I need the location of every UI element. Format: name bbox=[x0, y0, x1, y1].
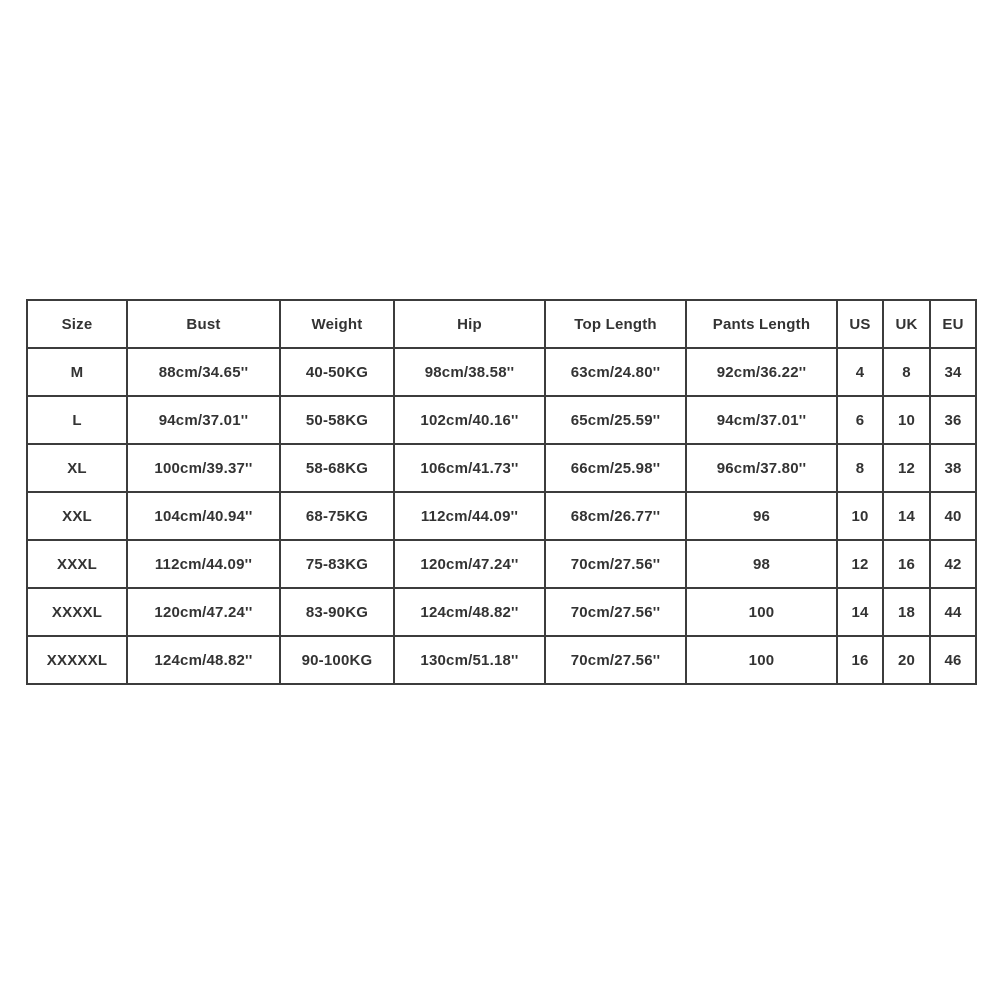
cell-pants-length: 98 bbox=[686, 540, 837, 588]
cell-size: L bbox=[27, 396, 127, 444]
cell-top-length: 68cm/26.77'' bbox=[545, 492, 686, 540]
cell-uk: 20 bbox=[883, 636, 930, 684]
cell-hip: 124cm/48.82'' bbox=[394, 588, 545, 636]
column-header-us: US bbox=[837, 300, 883, 348]
cell-top-length: 70cm/27.56'' bbox=[545, 636, 686, 684]
cell-bust: 94cm/37.01'' bbox=[127, 396, 280, 444]
cell-top-length: 66cm/25.98'' bbox=[545, 444, 686, 492]
cell-us: 4 bbox=[837, 348, 883, 396]
cell-size: M bbox=[27, 348, 127, 396]
cell-weight: 75-83KG bbox=[280, 540, 394, 588]
cell-uk: 12 bbox=[883, 444, 930, 492]
cell-us: 10 bbox=[837, 492, 883, 540]
cell-eu: 42 bbox=[930, 540, 976, 588]
column-header-pants-length: Pants Length bbox=[686, 300, 837, 348]
cell-eu: 44 bbox=[930, 588, 976, 636]
cell-hip: 102cm/40.16'' bbox=[394, 396, 545, 444]
cell-weight: 58-68KG bbox=[280, 444, 394, 492]
table-row bbox=[27, 348, 976, 396]
cell-size: XL bbox=[27, 444, 127, 492]
cell-bust: 112cm/44.09'' bbox=[127, 540, 280, 588]
cell-pants-length: 100 bbox=[686, 636, 837, 684]
column-header-weight: Weight bbox=[280, 300, 394, 348]
column-header-eu: EU bbox=[930, 300, 976, 348]
cell-weight: 90-100KG bbox=[280, 636, 394, 684]
cell-us: 16 bbox=[837, 636, 883, 684]
cell-hip: 120cm/47.24'' bbox=[394, 540, 545, 588]
cell-hip: 112cm/44.09'' bbox=[394, 492, 545, 540]
cell-top-length: 70cm/27.56'' bbox=[545, 588, 686, 636]
cell-eu: 36 bbox=[930, 396, 976, 444]
cell-eu: 38 bbox=[930, 444, 976, 492]
size-chart-header bbox=[27, 300, 976, 348]
cell-uk: 14 bbox=[883, 492, 930, 540]
cell-us: 6 bbox=[837, 396, 883, 444]
cell-weight: 83-90KG bbox=[280, 588, 394, 636]
cell-uk: 16 bbox=[883, 540, 930, 588]
table-row bbox=[27, 444, 976, 492]
table-row bbox=[27, 636, 976, 684]
cell-us: 8 bbox=[837, 444, 883, 492]
cell-pants-length: 96 bbox=[686, 492, 837, 540]
cell-uk: 10 bbox=[883, 396, 930, 444]
cell-bust: 124cm/48.82'' bbox=[127, 636, 280, 684]
cell-us: 12 bbox=[837, 540, 883, 588]
cell-weight: 50-58KG bbox=[280, 396, 394, 444]
cell-size: XXL bbox=[27, 492, 127, 540]
cell-top-length: 65cm/25.59'' bbox=[545, 396, 686, 444]
cell-pants-length: 92cm/36.22'' bbox=[686, 348, 837, 396]
cell-hip: 98cm/38.58'' bbox=[394, 348, 545, 396]
cell-us: 14 bbox=[837, 588, 883, 636]
table-row bbox=[27, 540, 976, 588]
cell-uk: 18 bbox=[883, 588, 930, 636]
cell-bust: 100cm/39.37'' bbox=[127, 444, 280, 492]
cell-top-length: 70cm/27.56'' bbox=[545, 540, 686, 588]
cell-bust: 88cm/34.65'' bbox=[127, 348, 280, 396]
cell-top-length: 63cm/24.80'' bbox=[545, 348, 686, 396]
table-row bbox=[27, 492, 976, 540]
cell-bust: 120cm/47.24'' bbox=[127, 588, 280, 636]
column-header-top-length: Top Length bbox=[545, 300, 686, 348]
column-header-hip: Hip bbox=[394, 300, 545, 348]
cell-hip: 106cm/41.73'' bbox=[394, 444, 545, 492]
column-header-bust: Bust bbox=[127, 300, 280, 348]
cell-pants-length: 96cm/37.80'' bbox=[686, 444, 837, 492]
size-chart-table bbox=[26, 299, 977, 685]
cell-uk: 8 bbox=[883, 348, 930, 396]
cell-size: XXXXL bbox=[27, 588, 127, 636]
cell-weight: 68-75KG bbox=[280, 492, 394, 540]
cell-size: XXXXXL bbox=[27, 636, 127, 684]
table-row bbox=[27, 396, 976, 444]
header-row bbox=[27, 300, 976, 348]
cell-eu: 46 bbox=[930, 636, 976, 684]
cell-pants-length: 94cm/37.01'' bbox=[686, 396, 837, 444]
cell-weight: 40-50KG bbox=[280, 348, 394, 396]
column-header-uk: UK bbox=[883, 300, 930, 348]
cell-size: XXXL bbox=[27, 540, 127, 588]
cell-hip: 130cm/51.18'' bbox=[394, 636, 545, 684]
cell-eu: 34 bbox=[930, 348, 976, 396]
cell-bust: 104cm/40.94'' bbox=[127, 492, 280, 540]
table-row bbox=[27, 588, 976, 636]
cell-pants-length: 100 bbox=[686, 588, 837, 636]
column-header-size: Size bbox=[27, 300, 127, 348]
size-chart-body bbox=[27, 348, 976, 684]
cell-eu: 40 bbox=[930, 492, 976, 540]
